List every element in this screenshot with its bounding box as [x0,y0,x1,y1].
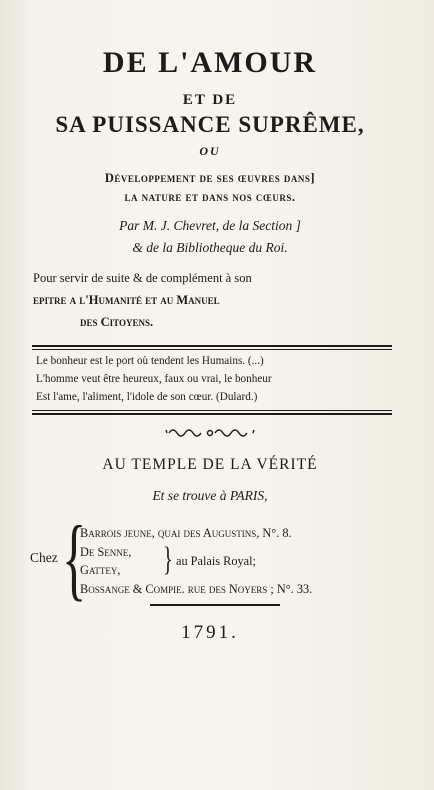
publication-year: 1791. [181,622,239,643]
fleuron-icon [165,425,255,441]
subtitle-line-2: la nature et dans nos cœurs. [124,190,296,204]
title-ou: OU [199,144,221,158]
epigraph-line-1: Le bonheur est le port où tendent les Humains. (...) [36,355,264,367]
author-line-2: & de la Bibliotheque du Roi. [132,240,288,255]
printer-ornament [0,425,420,445]
publisher-palais-royal: au Palais Royal; [176,554,256,568]
rule-top-thin [32,349,392,350]
subtitle-line-1: Développement de ses œuvres dans] [104,171,316,185]
imprint-chez: Chez [30,550,58,565]
epigraph-line-3: Est l'ame, l'aliment, l'idole de son cœur. (Dulard.) [36,391,258,403]
publisher-bossange: Bossange & Compie. rue des Noyers ; N°. 33. [80,582,313,596]
purpose-line-2: epitre a l'Humanité et au Manuel [33,293,220,307]
rule-bottom-thin [32,410,392,411]
rule-top-thick [32,345,392,347]
publisher-gattey: Gattey, [80,563,121,577]
brace-small: } [163,541,173,578]
publisher-barrois: Barrois jeune, quai des Augustins, N°. 8. [80,526,292,540]
imprint-paris: Et se trouve à PARIS, [152,488,268,503]
author-line-1: Par M. J. Chevret, de la Section ] [119,218,301,233]
rule-year [150,604,280,606]
purpose-line-1: Pour servir de suite & de complément à son [33,271,252,285]
title-line-2: ET DE [182,92,238,108]
purpose-line-3: des Citoyens. [80,315,154,329]
publisher-desenne: De Senne, [80,545,132,559]
epigraph-line-2: L'homme veut être heureux, faux ou vrai, le bonheur [36,373,272,385]
rule-bottom-thick [32,413,392,415]
brace-large: { [62,507,87,609]
title-line-3: SA PUISSANCE SUPRÊME, [55,112,365,137]
imprint-temple: AU TEMPLE DE LA VÉRITÉ [102,456,318,473]
title-line-1: DE L'AMOUR [102,46,318,79]
